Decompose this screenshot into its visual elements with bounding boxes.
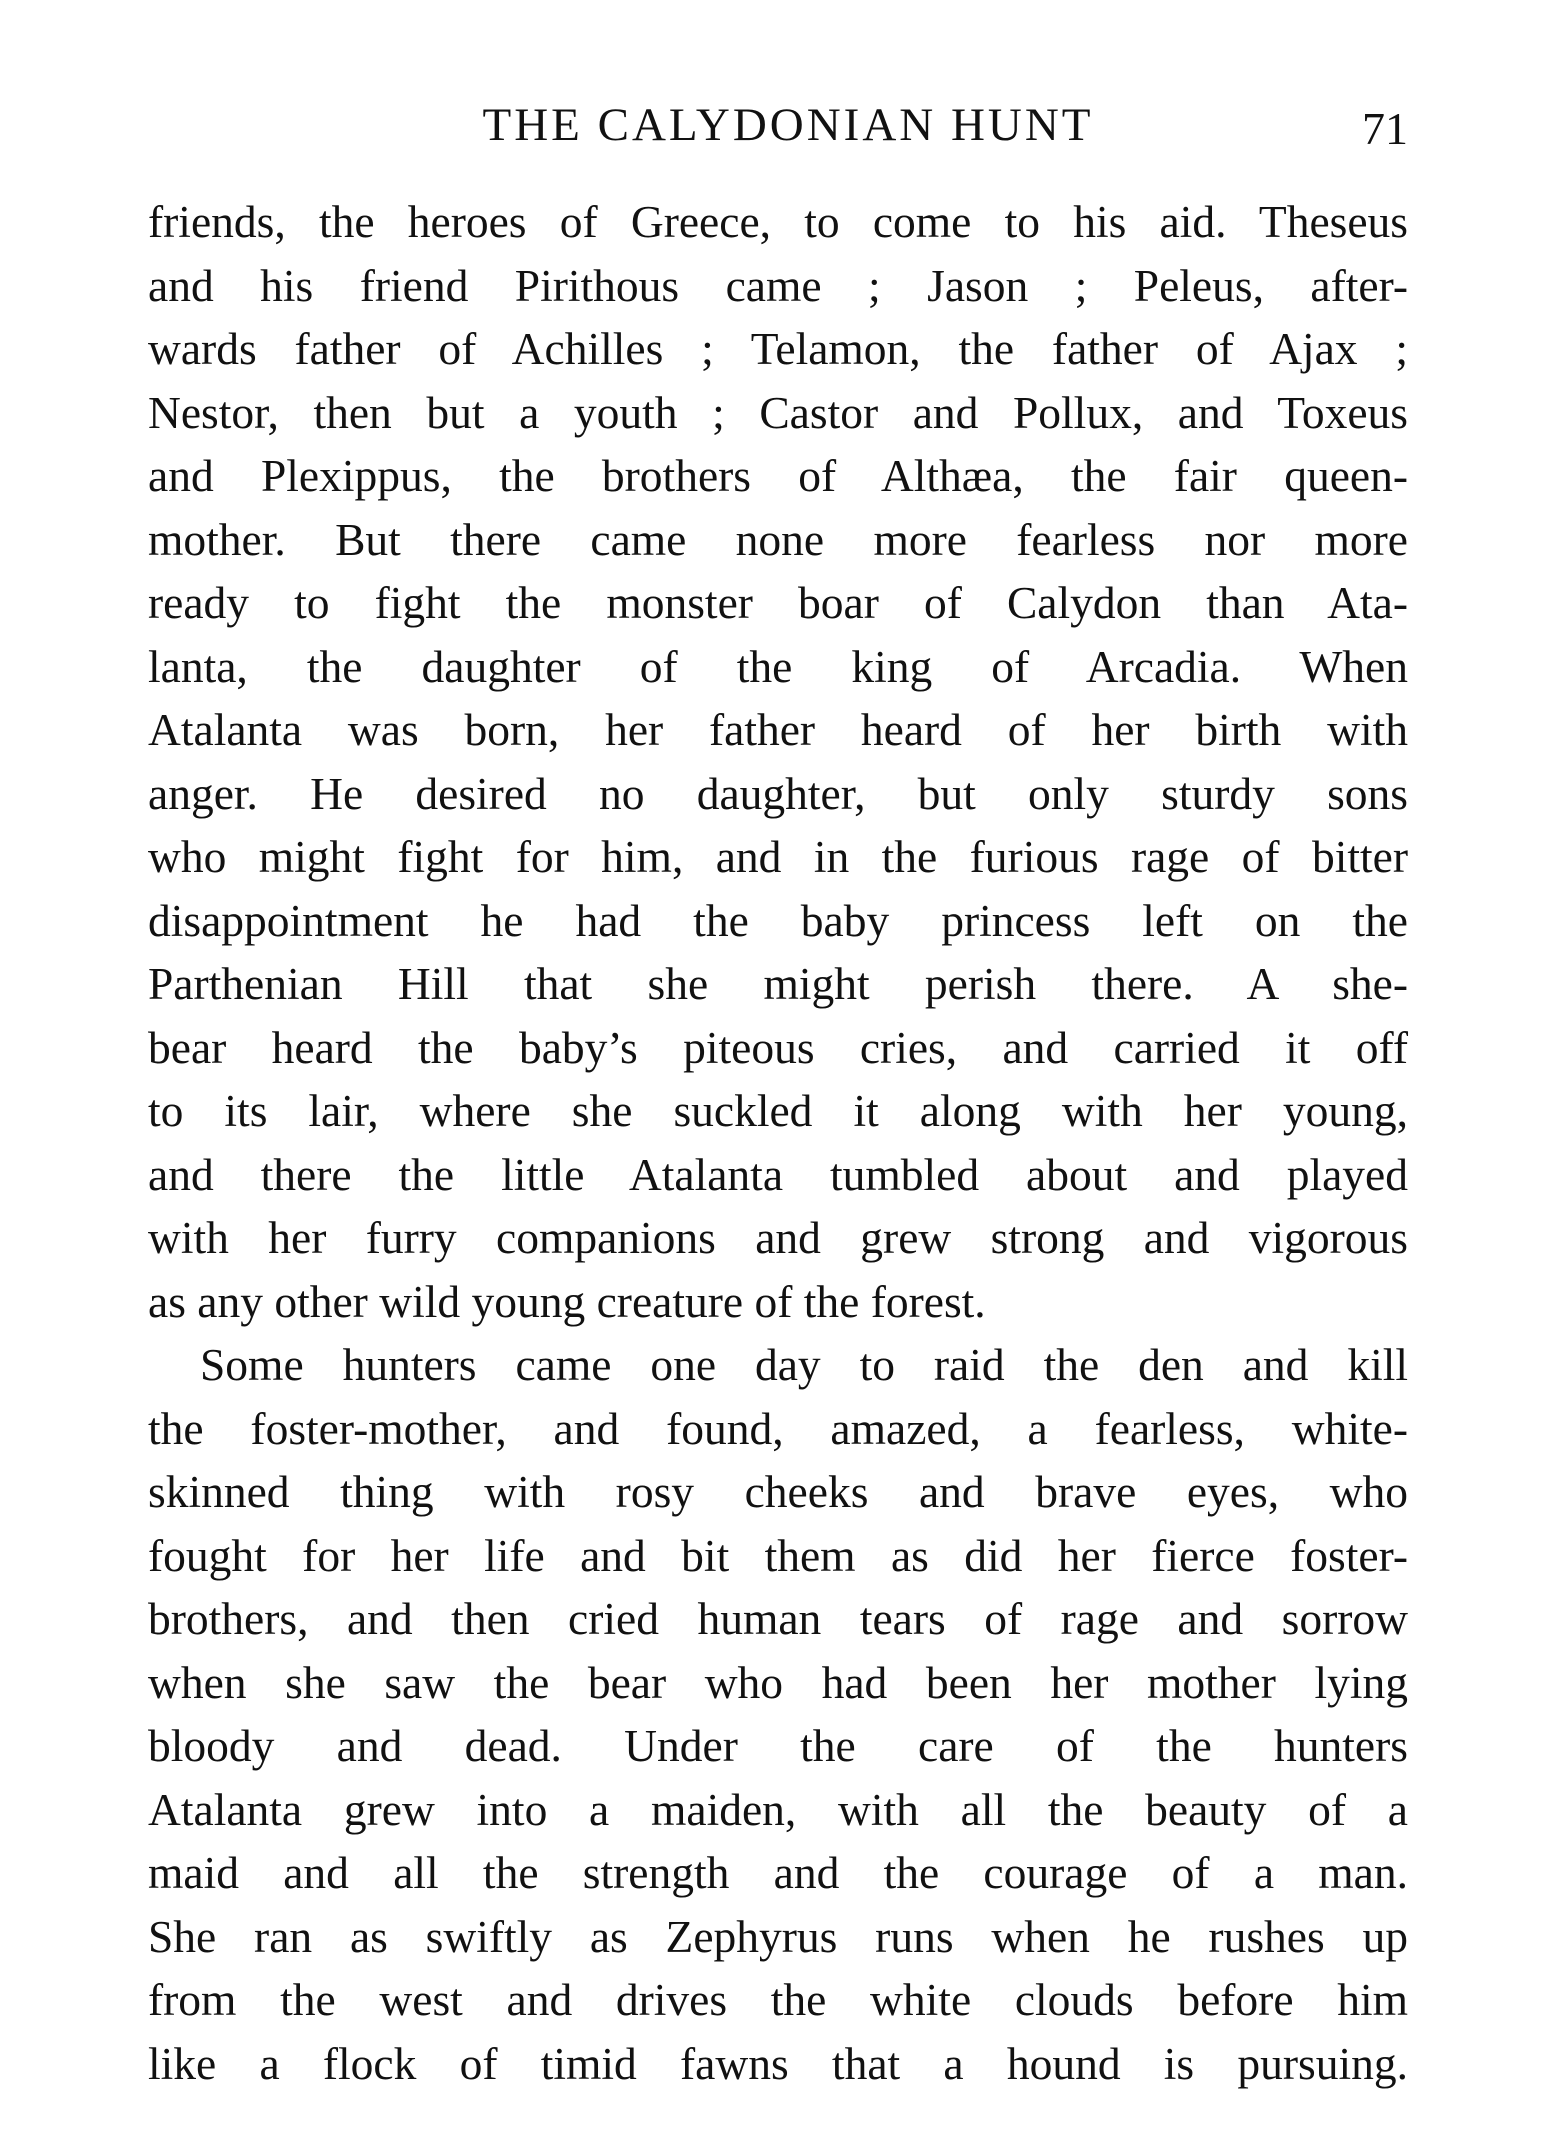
page-number: 71 (1362, 103, 1408, 154)
text-line: Atalanta was born, her father heard of her birth with (148, 704, 1408, 755)
text-line: fought for her life and bit them as did her fierce foster- (148, 1529, 1408, 1581)
text-line: skinned thing with rosy cheeks and brave eyes, who (148, 1466, 1408, 1517)
paragraph-1 (148, 190, 1408, 1333)
text-line: She ran as swiftly as Zephyrus runs when he rushes up (148, 1910, 1408, 1962)
text-line: and his friend Pirithous came ; Jason ; Peleus, after- (148, 259, 1408, 311)
text-line: when she saw the bear who had been her mother lying (148, 1656, 1408, 1708)
text-line: as any other wild young creature of the forest. (148, 1275, 986, 1327)
text-line: Parthenian Hill that she might perish there. A she- (148, 958, 1408, 1009)
text-line: who might fight for him, and in the furious rage of bitter (148, 831, 1408, 882)
text-line: and Plexippus, the brothers of Althæa, the fair queen- (148, 450, 1408, 501)
body-text (148, 190, 1408, 2095)
text-line: brothers, and then cried human tears of rage and sorrow (148, 1593, 1408, 1644)
running-head (148, 90, 1408, 160)
text-line: Atalanta grew into a maiden, with all the beauty of a (148, 1783, 1408, 1835)
text-line: anger. He desired no daughter, but only sturdy sons (148, 767, 1408, 819)
text-line: bear heard the baby’s piteous cries, and carried it off (148, 1021, 1408, 1073)
chapter-title: THE CALYDONIAN HUNT (482, 99, 1094, 151)
text-line: friends, the heroes of Greece, to come to his aid. Theseus (148, 196, 1408, 247)
text-line: like a flock of timid fawns that a hound is pursuing. (148, 2037, 1408, 2089)
text-line: ready to fight the monster boar of Calydon than Ata- (148, 577, 1408, 628)
text-line: Nestor, then but a youth ; Castor and Pollux, and Toxeus (148, 386, 1408, 438)
paragraph-2 (148, 1333, 1408, 2095)
text-line: and there the little Atalanta tumbled about and played (148, 1148, 1408, 1200)
text-line: Some hunters came one day to raid the den and kill (200, 1339, 1408, 1390)
text-line: from the west and drives the white clouds before him (148, 1974, 1408, 2025)
text-line: with her furry companions and grew strong and vigorous (148, 1212, 1408, 1263)
text-line: wards father of Achilles ; Telamon, the father of Ajax ; (148, 323, 1408, 374)
text-line: maid and all the strength and the courage of a man. (148, 1847, 1408, 1898)
text-line: to its lair, where she suckled it along with her young, (148, 1085, 1408, 1136)
text-line: disappointment he had the baby princess left on the (148, 894, 1408, 946)
text-line: mother. But there came none more fearless nor more (148, 513, 1408, 565)
text-line: bloody and dead. Under the care of the hunters (148, 1720, 1408, 1771)
text-line: lanta, the daughter of the king of Arcadia. When (148, 640, 1408, 692)
text-line: the foster-mother, and found, amazed, a fearless, white- (148, 1402, 1408, 1454)
